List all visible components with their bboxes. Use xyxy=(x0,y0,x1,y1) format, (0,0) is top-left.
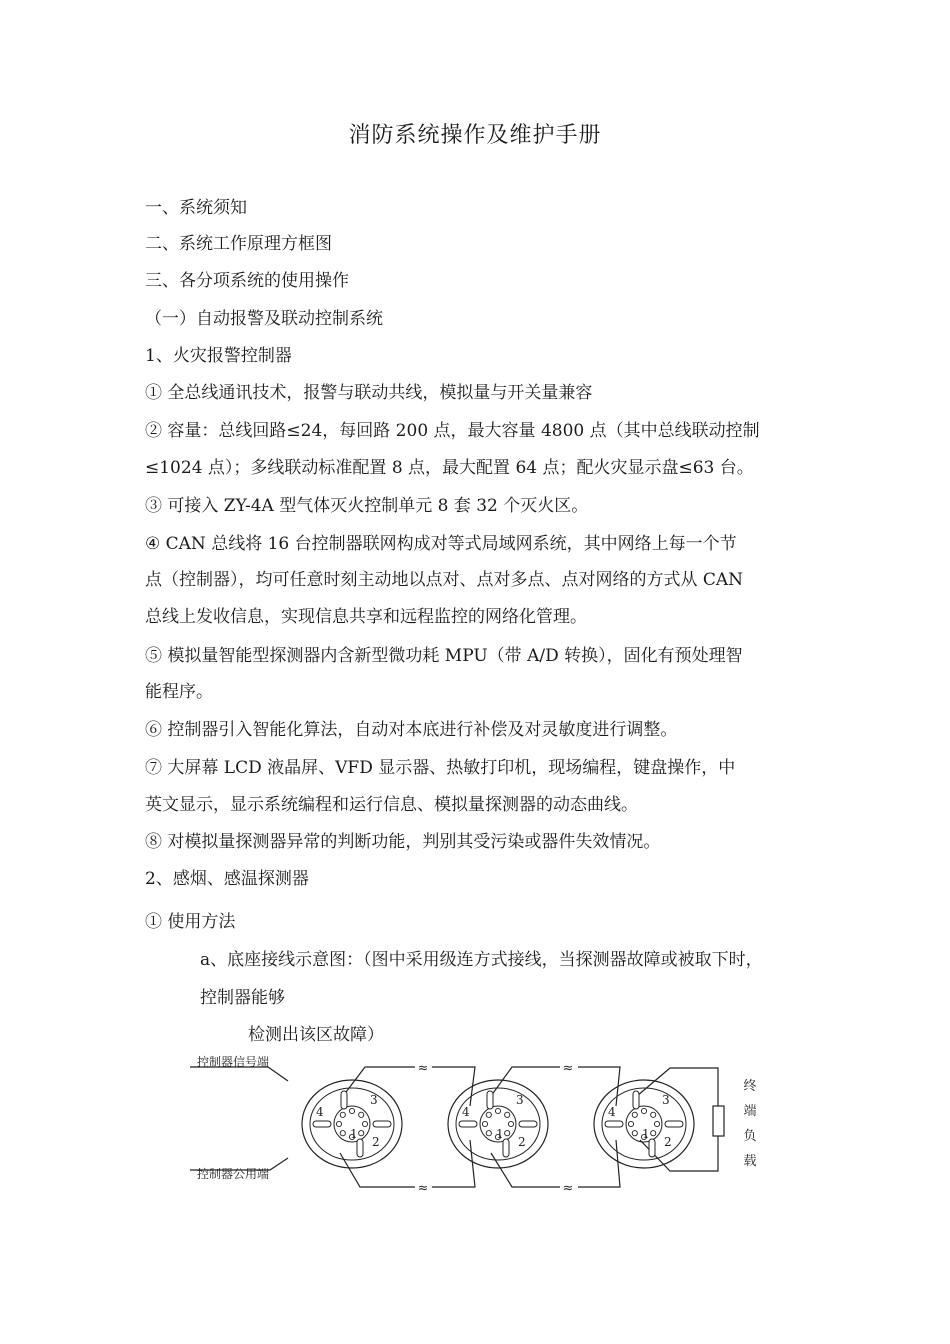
section-heading: （一）自动报警及联动控制系统 xyxy=(145,309,383,329)
pin-number-label: 1 xyxy=(350,1127,358,1141)
paragraph-line: 点（控制器），均可任意时刻主动地以点对、点对多点、点对网络的方式从 CAN xyxy=(145,570,744,590)
subsection-heading-1: 1、火灾报警控制器 xyxy=(145,346,292,366)
pin-number-label: 4 xyxy=(316,1105,324,1119)
pin-number-label: 1 xyxy=(642,1127,650,1141)
pin-number-label: 3 xyxy=(662,1093,670,1107)
terminal-load-label: 端 xyxy=(743,1104,757,1119)
detector-base xyxy=(448,1080,548,1168)
break-mark: ≈ xyxy=(562,1061,574,1076)
paragraph-line: ④ CAN 总线将 16 台控制器联网构成对等式局域网系统，其中网络上每一个节 xyxy=(145,534,737,554)
base-wiring-diagram xyxy=(190,1048,790,1198)
break-mark: ≈ xyxy=(417,1061,429,1076)
paragraph-line: ⑥ 控制器引入智能化算法，自动对本底进行补偿及对灵敏度进行调整。 xyxy=(145,720,678,740)
paragraph-line: ≤1024 点）；多线联动标准配置 8 点，最大配置 64 点；配火灾显示盘≤63 台。 xyxy=(145,458,754,478)
paragraph-line: 英文显示，显示系统编程和运行信息、模拟量探测器的动态曲线。 xyxy=(145,795,638,815)
paragraph-line: ① 使用方法 xyxy=(145,912,236,932)
figure-caption: 检测出该区故障） xyxy=(248,1025,384,1045)
paragraph-line: ① 全总线通讯技术，报警与联动共线，模拟量与开关量兼容 xyxy=(145,383,593,403)
paragraph-line: 能程序。 xyxy=(145,682,213,702)
signal-terminal-label: 控制器信号端 xyxy=(197,1055,270,1069)
toc-item-1: 一、系统须知 xyxy=(145,198,247,218)
toc-item-3: 三、各分项系统的使用操作 xyxy=(145,271,349,291)
break-mark: ≈ xyxy=(417,1181,429,1196)
paragraph-line: ② 容量：总线回路≤24，每回路 200 点，最大容量 4800 点（其中总线联动控制 xyxy=(145,421,760,441)
pin-number-label: 2 xyxy=(518,1135,526,1149)
paragraph-line: ⑤ 模拟量智能型探测器内含新型微功耗 MPU（带 A/D 转换），固化有预处理智 xyxy=(145,646,743,666)
paragraph-line: ⑧ 对模拟量探测器异常的判断功能，判别其受污染或器件失效情况。 xyxy=(145,832,661,852)
subsection-heading-2: 2、感烟、感温探测器 xyxy=(145,869,309,889)
toc-item-2: 二、系统工作原理方框图 xyxy=(145,234,332,254)
pin-number-label: 3 xyxy=(370,1093,378,1107)
pin-number-label: 2 xyxy=(372,1135,380,1149)
common-terminal-label: 控制器公用端 xyxy=(197,1167,270,1181)
terminal-load-label: 载 xyxy=(743,1154,757,1169)
pin-number-label: 2 xyxy=(664,1135,672,1149)
paragraph-line: 控制器能够 xyxy=(200,988,285,1008)
paragraph-line: 总线上发收信息，实现信息共享和远程监控的网络化管理。 xyxy=(145,607,587,627)
detector-base xyxy=(302,1080,402,1168)
paragraph-line: a、底座接线示意图：（图中采用级连方式接线，当探测器故障或被取下时， xyxy=(200,950,763,970)
paragraph-line: ③ 可接入 ZY-4A 型气体灭火控制单元 8 套 32 个灭火区。 xyxy=(145,496,589,516)
pin-number-label: 3 xyxy=(516,1093,524,1107)
paragraph-line: ⑦ 大屏幕 LCD 液晶屏、VFD 显示器、热敏打印机，现场编程，键盘操作，中 xyxy=(145,758,736,778)
pin-number-label: 1 xyxy=(496,1127,504,1141)
terminal-load-label: 负 xyxy=(743,1129,757,1144)
pin-number-label: 4 xyxy=(462,1105,470,1119)
page-title: 消防系统操作及维护手册 xyxy=(348,123,602,148)
pin-number-label: 4 xyxy=(608,1105,616,1119)
break-mark: ≈ xyxy=(562,1181,574,1196)
detector-base xyxy=(594,1080,694,1168)
terminal-load-label: 终 xyxy=(743,1079,757,1094)
